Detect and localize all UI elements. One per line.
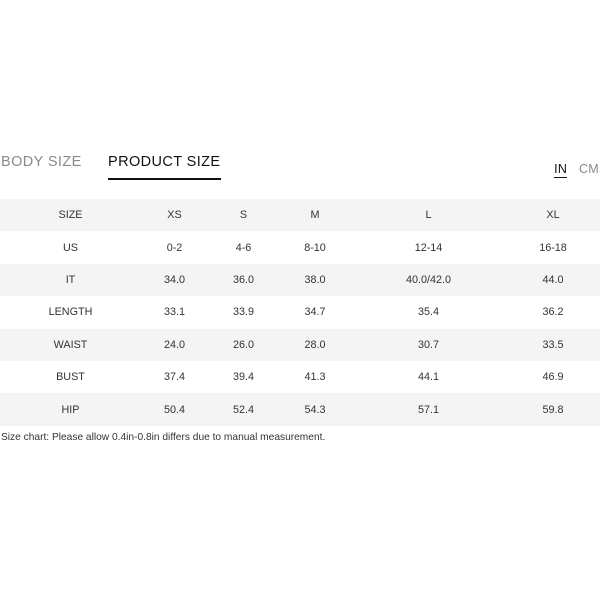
table-cell: 26.0 (208, 329, 279, 361)
table-cell: S (208, 199, 279, 231)
table-cell: 40.0/42.0 (351, 264, 506, 296)
table-cell: 39.4 (208, 361, 279, 393)
table-row (0, 264, 600, 296)
row-label-cell: HIP (0, 393, 141, 425)
row-label-cell: WAIST (0, 329, 141, 361)
table-cell: 36.0 (208, 264, 279, 296)
table-cell: M (279, 199, 351, 231)
unit-in-option[interactable]: IN (554, 162, 568, 176)
size-chart-table (0, 199, 600, 426)
table-cell: 50.4 (141, 393, 208, 425)
table-row (0, 361, 600, 393)
table-cell: 37.4 (141, 361, 208, 393)
table-cell: 4-6 (208, 231, 279, 263)
table-cell: 34.0 (141, 264, 208, 296)
table-row (0, 296, 600, 328)
table-cell: 33.5 (506, 329, 600, 361)
tab-body-size[interactable]: BODY SIZE (1, 154, 82, 170)
row-label-cell: SIZE (0, 199, 141, 231)
table-cell: 12-14 (351, 231, 506, 263)
table-cell: 28.0 (279, 329, 351, 361)
table-row (0, 393, 600, 425)
table-cell: 44.0 (506, 264, 600, 296)
row-label-cell: IT (0, 264, 141, 296)
table-cell: 44.1 (351, 361, 506, 393)
table-cell: 36.2 (506, 296, 600, 328)
table-cell: 16-18 (506, 231, 600, 263)
table-cell: L (351, 199, 506, 231)
table-cell: 52.4 (208, 393, 279, 425)
row-label-cell: US (0, 231, 141, 263)
unit-cm-option[interactable]: CM (578, 162, 599, 176)
table-cell: 57.1 (351, 393, 506, 425)
row-label-cell: LENGTH (0, 296, 141, 328)
table-cell: 59.8 (506, 393, 600, 425)
row-label-cell: BUST (0, 361, 141, 393)
table-cell: 54.3 (279, 393, 351, 425)
table-cell: 30.7 (351, 329, 506, 361)
size-chart-note: Size chart: Please allow 0.4in-0.8in differs due to manual measurement. (1, 432, 326, 443)
table-cell: 33.9 (208, 296, 279, 328)
table-cell: 35.4 (351, 296, 506, 328)
tab-product-size[interactable]: PRODUCT SIZE (108, 154, 221, 180)
table-cell: 8-10 (279, 231, 351, 263)
table-cell: XL (506, 199, 600, 231)
table-cell: 24.0 (141, 329, 208, 361)
table-cell: 33.1 (141, 296, 208, 328)
table-cell: 41.3 (279, 361, 351, 393)
table-header-row (0, 199, 600, 231)
table-cell: 38.0 (279, 264, 351, 296)
table-row (0, 231, 600, 263)
unit-toggle (554, 162, 600, 178)
table-cell: XS (141, 199, 208, 231)
table-cell: 0-2 (141, 231, 208, 263)
table-cell: 34.7 (279, 296, 351, 328)
table-cell: 46.9 (506, 361, 600, 393)
table-row (0, 329, 600, 361)
